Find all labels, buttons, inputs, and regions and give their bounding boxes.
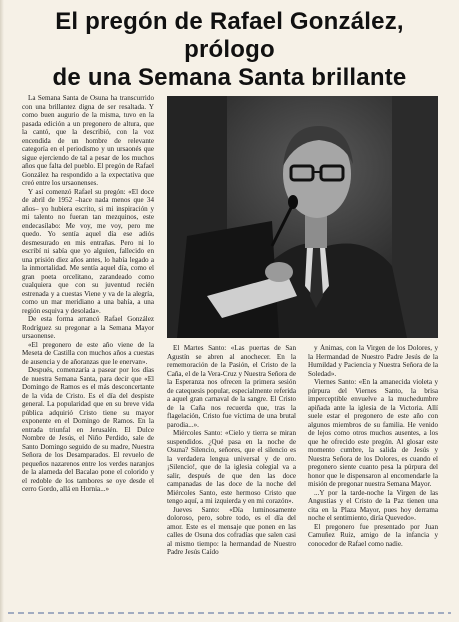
article-paragraph: La Semana Santa de Osuna ha transcurrido con una brillantez digna de ser resaltada. Y como buen augurio de la misma, tuvo en la pasada edición a un pregonero de altura, que la cantó, que la describió, con la voz encendida de un hombre de relevante categoría en el periodismo y un ursaonés que sigue ejerciendo de tal a pesar de los muchos años que falta del pueblo. El pregón de Rafael González ha respondido a la expectativa que creó entre los ursaonenses.: [22, 94, 154, 187]
article-column-middle: [167, 344, 296, 609]
article-paragraph: El Martes Santo: «Las puertas de San Agustín se abren al anochecer. En la rememoración de la Pasión, el Cristo de la Caña, el de la Vera-Cruz y Nuestra Señora de la Esperanza nos ofrecen la primera sesión de catequesis popular, especialmente referida a aquel gran carnaval de la sangre. El Cristo de la Caña nos recuerda que, tras la flagelación, Cristo fue víctima de una brutal parodia...».: [167, 344, 296, 429]
bottom-border-rule: [8, 612, 451, 614]
photo-pregonero: [167, 96, 438, 338]
article-paragraph: El pregonero fue presentado por Juan Camuñez Ruiz, amigo de la infancia y conocedor de Rafael como nadie.: [308, 522, 438, 548]
article-paragraph: ...Y por la tarde-noche la Virgen de las Angustias y el Cristo de la Paz tienen una cita en la Plaza Mayor, pues hoy derrama noche el sentimiento, diría Quevedo».: [308, 488, 438, 522]
article-column-right: [308, 344, 438, 609]
page-edge-shadow: [0, 0, 4, 622]
article-paragraph: De esta forma arrancó Rafael González Rodríguez su pregonar a la Semana Mayor ursaonense.: [22, 315, 154, 340]
article-column-left: [22, 94, 154, 609]
headline: [8, 8, 451, 92]
article-paragraph: Jueves Santo: «Día luminosamente doloroso, pero, sobre todo, es el día del amor. Este es el mensaje que ponen en las calles de Osuna dos cofradías que salen casi al mismo tiempo: la hermandad de Nuestro Padre Jesús Caído: [167, 505, 296, 556]
article-paragraph: y Ánimas, con la Virgen de los Dolores, y la Hermandad de Nuestro Padre Jesús de la Humildad y Paciencia y Nuestra Señora de la Soledad».: [308, 344, 438, 378]
article-paragraph: Miércoles Santo: «Cielo y tierra se miran suspendidos. ¿Qué pasa en la noche de Osuna? Silencio, señores, que el silencio es la verdadera lengua universal y de oro. ¡Silencio!, que de la iglesia colegial va a salir, después de que den las doce campanadas de las doce de la noche del Miércoles Santo, este hermoso Cristo que tengo aquí, a mi izquierda y en mi corazón».: [167, 429, 296, 505]
headline-line-2: de una Semana Santa brillante: [52, 64, 407, 91]
photo-illustration: [167, 96, 438, 338]
article-paragraph: Después, comenzaría a pasear por los días de nuestra Semana Santa, para decir que «El Domingo de Ramos es el más desconcertante de la vida de Cristo. Es el día del despiste general. La popularidad que en su breve vida pública adquirió Cristo tiene su mayor exponente en el Domingo de Ramos. En la entrada triunfal en Jerusalén. El Dulce Nombre de Jesús, el Niño Perdido, sale de Santo Domingo seguido de su madre, Nuestra Señora de los Desamparados. El revuelo de pequeños nazarenos entre los verdes naranjos de la alameda del Bacalao pone el colorido y el redoble de los tambores se oye desde el cerro Gordo, allá en Hornia...»: [22, 366, 154, 493]
article-paragraph: Viernes Santo: «En la amanecida violeta y púrpura del Viernes Santo, la brisa imperceptible envuelve a la muchedumbre apiñada ante la iglesia de la Victoria. Allí suele estar el pregonero de este año con algunos miembros de su familia. He venido de lejos como otros muchos ausentes, a los que he ofrecido este pregón. Al glosar este momento cumbre, la salida de Jesús y Nuestra Señora de los Dolores, es cuando el pregonero siente cuanto pesa la púrpura del honor que le dispensaron al encomendarle la misión de pregonar nuestra Semana Mayor.: [308, 378, 438, 488]
headline-line-1: El pregón de Rafael González, prólogo: [55, 8, 404, 63]
article-paragraph: «El pregonero de este año viene de la Meseta de Castilla con muchos años a cuestas de ausencia y de añoranzas que le enervan».: [22, 340, 154, 366]
article-paragraph: Y así comenzó Rafael su pregón: «El doce de abril de 1952 –hace nada menos que 34 años– yo hubiera escrito, si mi inspiración y mi talento no fueran tan mezquinos, este endecasílabo: Me voy, me voy, pero me quedo. Yo sentía aquel día ese adiós desmesurado en mis entrañas. Pero ni lo escribí ni sabía que yo alguien, fallecido en una prisión diez años antes, lo había legado a la inmortalidad. Me sentía aquel día, como el gran poeta orcelitano, zarandeado como cualquiera que con su juventud recién estrenada y a cuestas Viene y va de la alegría, como un mar meridiano a una bahía, a una región esquiva y desolada».: [22, 187, 154, 315]
